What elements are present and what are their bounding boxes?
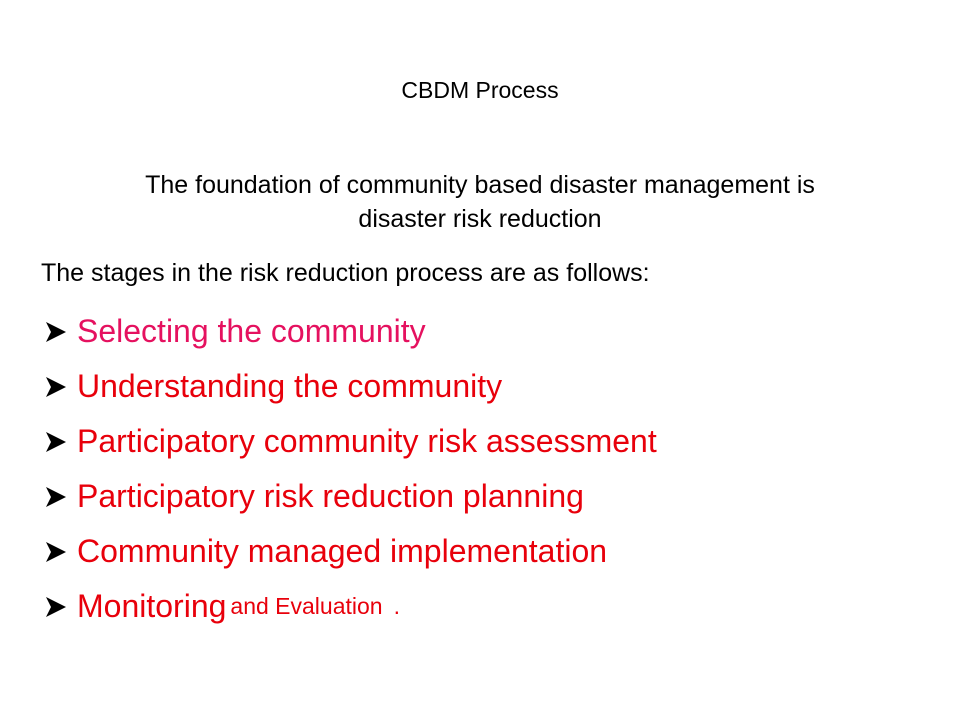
stage-label-end: . — [393, 593, 400, 619]
stage-label-suffix: and Evaluation — [230, 593, 383, 619]
arrow-bullet-icon — [44, 595, 68, 619]
arrow-bullet-icon — [44, 320, 68, 344]
stage-item-selecting — [44, 304, 657, 359]
stage-label: Participatory risk reduction planning — [77, 478, 584, 514]
stage-label: Understanding the community — [77, 368, 503, 404]
stage-item-monitoring — [44, 579, 657, 634]
stage-label: Selecting the community — [77, 313, 426, 349]
stage-item-reduction-planning — [44, 469, 657, 524]
arrow-bullet-icon — [44, 430, 68, 454]
arrow-bullet-icon — [44, 485, 68, 509]
stage-label: Participatory community risk assessment — [77, 423, 657, 459]
stage-item-risk-assessment — [44, 414, 657, 469]
stage-label: Community managed implementation — [77, 533, 608, 569]
slide-title: CBDM Process — [401, 77, 559, 103]
stages-lead-text: The stages in the risk reduction process are as follows: — [41, 259, 650, 287]
stage-label: Monitoring — [77, 588, 227, 624]
arrow-bullet-icon — [44, 375, 68, 399]
arrow-bullet-icon — [44, 540, 68, 564]
stage-item-implementation — [44, 524, 657, 579]
stages-list — [44, 304, 657, 634]
stage-item-understanding — [44, 359, 657, 414]
intro-text: The foundation of community based disaster management is disaster risk reduction — [145, 171, 815, 233]
